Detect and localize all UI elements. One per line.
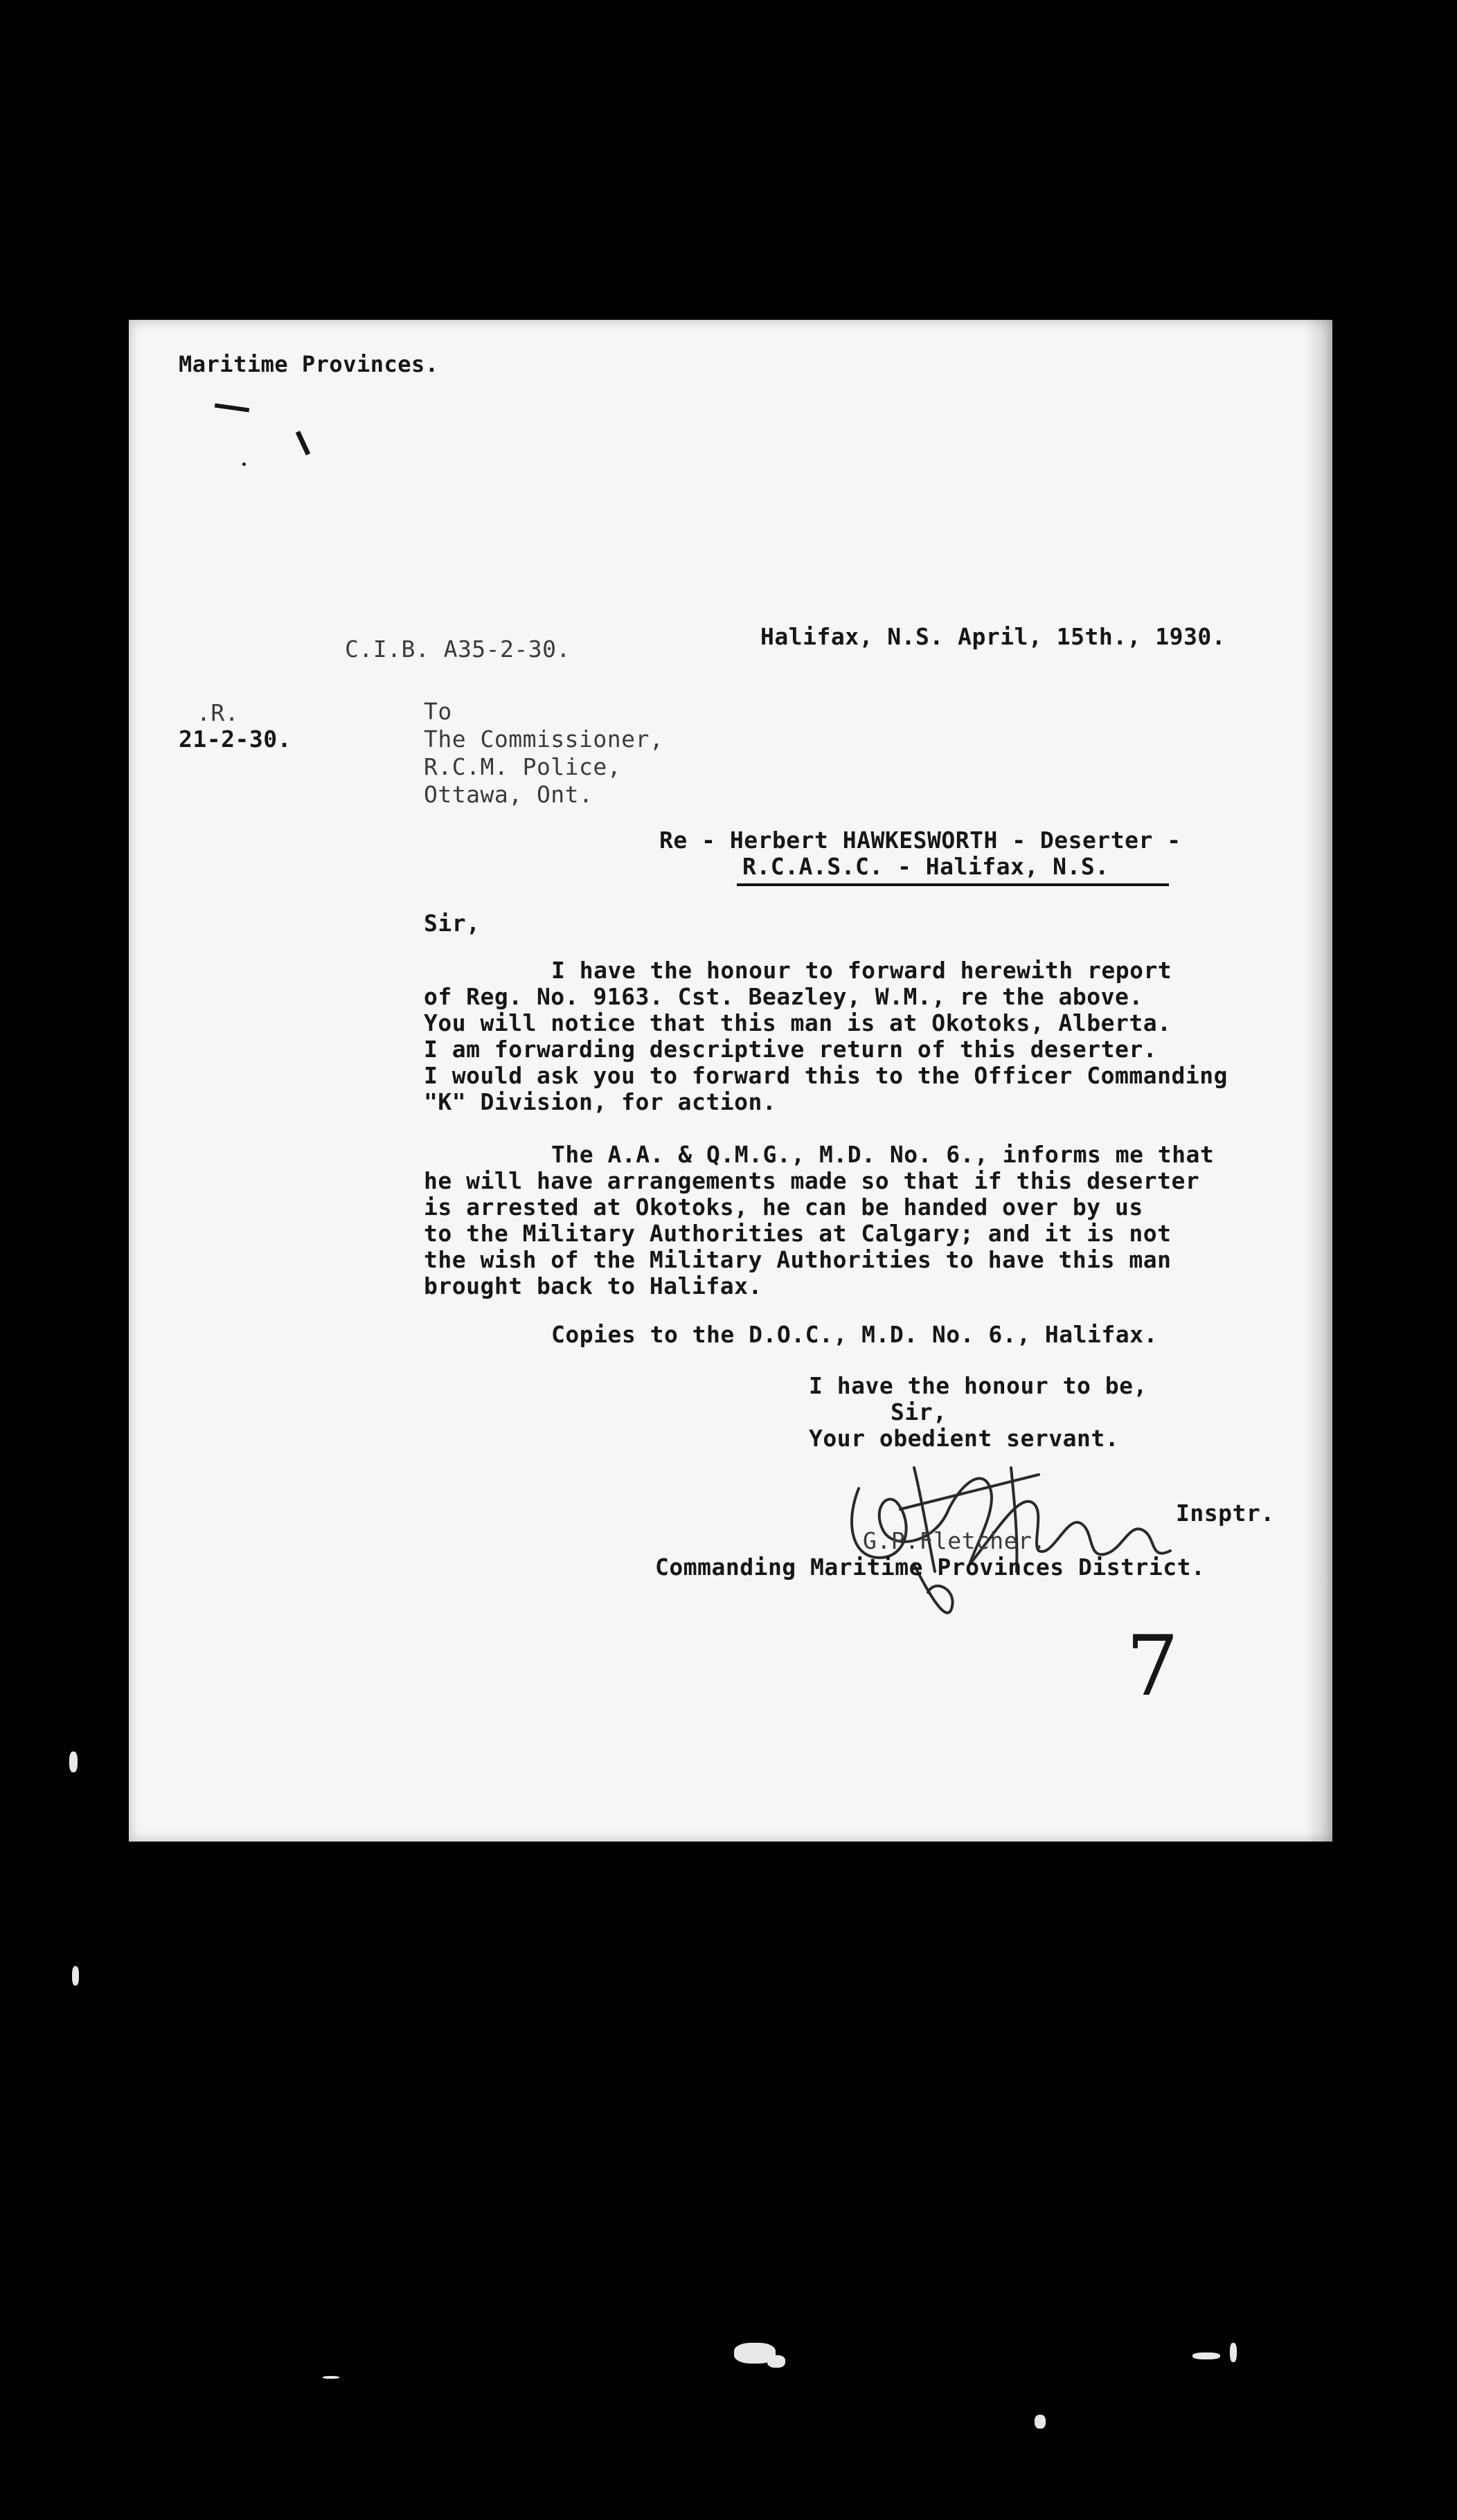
copies-line: Copies to the D.O.C., M.D. No. 6., Halifax.: [551, 1321, 1158, 1348]
scan-artifact: [69, 1752, 78, 1772]
scan-artifact: [1192, 2352, 1220, 2359]
letterhead: Maritime Provinces.: [179, 351, 439, 377]
paragraph2-line1: The A.A. & Q.M.G., M.D. No. 6., informs me that: [551, 1141, 1215, 1168]
subject-line2: R.C.A.S.C. - Halifax, N.S.: [742, 853, 1109, 880]
paragraph1-line5: I would ask you to forward this to the Officer Commanding: [424, 1062, 1228, 1089]
file-reference: C.I.B. A35-2-30.: [345, 636, 571, 663]
paragraph1-line4: I am forwarding descriptive return of this deserter.: [424, 1036, 1158, 1063]
subject-line1: Re - Herbert HAWKESWORTH - Deserter -: [659, 827, 1181, 854]
scan-artifact: [767, 2355, 785, 2368]
paragraph2-line2: he will have arrangements made so that if this deserter: [424, 1167, 1200, 1194]
scan-artifact: [72, 1966, 79, 1986]
stray-mark: [242, 462, 246, 466]
paragraph1-line3: You will notice that this man is at Okotoks, Alberta.: [424, 1009, 1172, 1036]
scan-artifact: [1035, 2415, 1046, 2429]
paragraph1-line1: I have the honour to forward herewith report: [551, 957, 1172, 984]
place-date: Halifax, N.S. April, 15th., 1930.: [760, 623, 1226, 650]
addressee-line3: Ottawa, Ont.: [424, 781, 593, 808]
paragraph1-line6: "K" Division, for action.: [424, 1088, 777, 1115]
paragraph2-line6: brought back to Halifax.: [424, 1272, 762, 1299]
margin-ref-line2: 21-2-30.: [179, 726, 292, 753]
signatory-name: G.P.Fletcher.: [863, 1527, 1046, 1554]
rank: Insptr.: [1176, 1500, 1275, 1527]
paragraph1-line2: of Reg. No. 9163. Cst. Beazley, W.M., re the above.: [424, 983, 1143, 1010]
scan-artifact: [323, 2376, 339, 2379]
addressee-line1: The Commissioner,: [424, 726, 664, 753]
handwritten-page-number: 7: [1126, 1619, 1179, 1715]
subject-underline: [737, 883, 1169, 886]
signatory-title: Commanding Maritime Provinces District.: [655, 1554, 1206, 1581]
paragraph2-line4: to the Military Authorities at Calgary; and it is not: [424, 1220, 1172, 1247]
scan-artifact: [1230, 2343, 1237, 2362]
addressee-line2: R.C.M. Police,: [424, 753, 622, 780]
closing-line2: Sir,: [891, 1398, 947, 1425]
margin-ref-line1: .R.: [197, 699, 240, 726]
addressee-to: To: [424, 698, 452, 725]
closing-line3: Your obedient servant.: [809, 1425, 1120, 1452]
paragraph2-line5: the wish of the Military Authorities to have this man: [424, 1246, 1172, 1273]
paragraph2-line3: is arrested at Okotoks, he can be handed over by us: [424, 1194, 1143, 1221]
closing-line1: I have the honour to be,: [809, 1372, 1147, 1399]
salutation: Sir,: [424, 910, 481, 937]
